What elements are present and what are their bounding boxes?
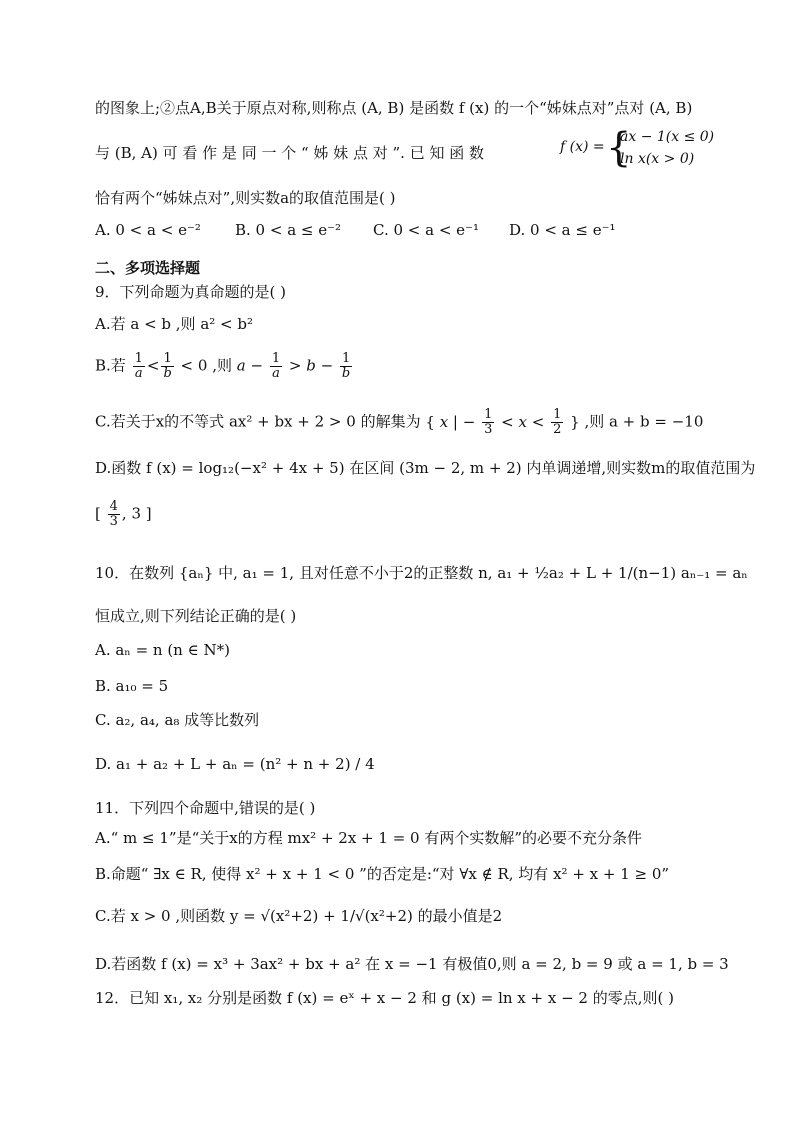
q11-option-c: C.若 x > 0 ,则函数 y = √(x²+2) + 1/√(x²+2) 的最小值是2	[95, 907, 503, 925]
q9-option-b: B.若 $\frac{1}{a}$ < $\frac{1}{b}$ < 0 ,则 a − $\frac{1}{a}$ > b − $\frac{1}{b}$	[95, 351, 351, 381]
q8-option-c: C. 0 < a < e⁻¹	[373, 221, 479, 239]
q9c-suffix: ,则 a + b = −10	[584, 412, 704, 431]
text-line-2: 与 (B, A) 可 看 作 是 同 一 个 “ 姊 妹 点 对 ”. 已 知 函 数	[95, 144, 485, 162]
q10-stem: 10．在数列 {aₙ} 中, a₁ = 1, 且对任意不小于2的正整数 n, a₁ + ½a₂ + L + 1/(n−1) aₙ₋₁ = aₙ	[95, 564, 748, 582]
q10-option-d: D. a₁ + a₂ + L + aₙ = (n² + n + 2) / 4	[95, 755, 375, 773]
fraction-1-over-a: $\frac{1}{a}$	[134, 351, 143, 381]
q10-option-a: A. aₙ = n (n ∈ N*)	[95, 641, 230, 659]
q8-option-a: A. 0 < a < e⁻²	[95, 221, 201, 239]
solution-set: { x | − $\frac{1}{3}$ < x < $\frac{1}{2}$ }	[425, 407, 580, 437]
q10-option-b: B. a₁₀ = 5	[95, 677, 169, 695]
piecewise-row-1: ax − 1(x ≤ 0)	[620, 129, 715, 145]
q11-option-b: B.命题“ ∃x ∈ R, 使得 x² + x + 1 < 0 ”的否定是:“对 ∀x ∉ R, 均有 x² + x + 1 ≥ 0”	[95, 865, 670, 883]
q11-option-a: A.“ m ≤ 1”是“关于x的方程 mx² + 2x + 1 = 0 有两个实数解”的必要不充分条件	[95, 829, 643, 847]
q11-stem: 11．下列四个命题中,错误的是( )	[95, 799, 316, 817]
q9-option-d: D.函数 f (x) = log₁₂(−x² + 4x + 5) 在区间 (3m − 2, m + 2) 内单调递增,则实数m的取值范围为	[95, 459, 756, 477]
q9-stem: 9．下列命题为真命题的是( )	[95, 283, 287, 301]
q9d-range: [ $\frac{4}{3}$ , 3 ]	[95, 499, 152, 529]
q8-option-b: B. 0 < a ≤ e⁻²	[235, 221, 342, 239]
text-line-3: 恰有两个“姊妹点对”,则实数a的取值范围是( )	[95, 189, 396, 207]
q10-stem-cont: 恒成立,则下列结论正确的是( )	[95, 607, 297, 625]
q11-option-d: D.若函数 f (x) = x³ + 3ax² + bx + a² 在 x = −1 有极值0,则 a = 2, b = 9 或 a = 1, b = 3	[95, 955, 729, 973]
q9c-prefix: C.若关于x的不等式 ax² + bx + 2 > 0 的解集为	[95, 412, 421, 431]
q10-option-c: C. a₂, a₄, a₈ 成等比数列	[95, 711, 260, 729]
brace-symbol: {	[606, 125, 632, 171]
section-heading: 二、多项选择题	[95, 259, 201, 277]
fraction-1-over-b-2: $\frac{1}{b}$	[341, 351, 351, 381]
fraction-4-over-3: $\frac{4}{3}$	[109, 499, 118, 529]
q9b-middle: < 0 ,则	[180, 356, 232, 375]
q9b-prefix: B.若	[95, 356, 126, 375]
piecewise-row-2: ln x(x > 0)	[620, 151, 695, 167]
q12-stem: 12．已知 x₁, x₂ 分别是函数 f (x) = eˣ + x − 2 和 g (x) = ln x + x − 2 的零点,则( )	[95, 989, 674, 1007]
fraction-1-over-b: $\frac{1}{b}$	[163, 351, 172, 381]
fraction-1-over-a-2: $\frac{1}{a}$	[271, 351, 281, 381]
piecewise-label: f (x) =	[560, 139, 605, 155]
text-line-1: 的图象上;②点A,B关于原点对称,则称点 (A, B) 是函数 f (x) 的一个“姊妹点对”点对 (A, B)	[95, 99, 693, 117]
q9-option-a: A.若 a < b ,则 a² < b²	[95, 315, 253, 333]
q9-option-c	[95, 408, 703, 437]
q8-option-d: D. 0 < a ≤ e⁻¹	[509, 221, 616, 239]
